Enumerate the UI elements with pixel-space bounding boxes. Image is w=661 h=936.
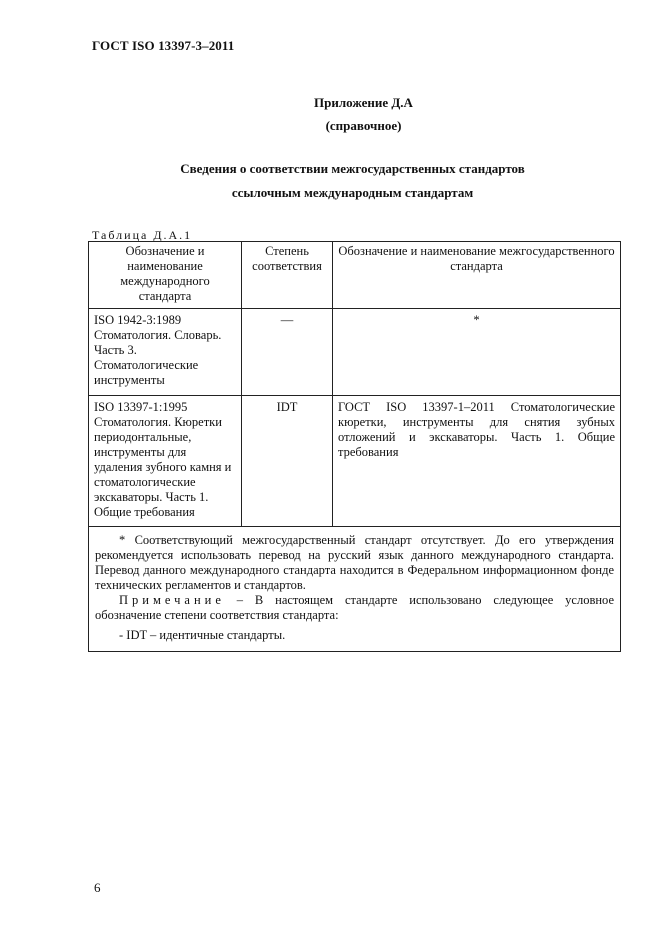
correspondence-table xyxy=(88,241,621,652)
footnote-note xyxy=(95,593,614,623)
appendix-heading-line1: Сведения о соответствии межгосударственных стандартов xyxy=(180,161,525,176)
table-row xyxy=(89,309,621,396)
cell-international-standard: ISO 13397-1:1995 Стоматология. Кюретки периодонтальные, инструменты для удаления зубного камня и стоматологические экскаваторы. Часть 1. Общие требования xyxy=(89,396,242,527)
column-header-international: Обозначение и наименование международного стандарта xyxy=(89,242,242,309)
cell-national-standard: * xyxy=(333,309,621,396)
appendix-title: Приложение Д.А xyxy=(314,95,413,110)
footnote-idt-item: - IDT – идентичные стандарты. xyxy=(119,628,286,642)
footnote-star-note: * Соответствующий межгосударственный стандарт отсутствует. До его утверждения рекомендуется использовать перевод на русский язык данного международного стандарта. Перевод данного международного стандарта находится в Федеральном информационном фонде технических регламентов и стандартов. xyxy=(95,533,614,592)
cell-degree: IDT xyxy=(242,396,333,527)
table-caption: Таблица Д.А.1 xyxy=(92,228,193,242)
appendix-heading-line2: ссылочным международным стандартам xyxy=(231,185,474,200)
table-row xyxy=(89,396,621,527)
note-text: – В настоящем стандарте использовано следующее условное обозначение степени соответствия стандарта: xyxy=(95,593,614,622)
column-header-degree: Степень соответствия xyxy=(242,242,333,309)
page-number: 6 xyxy=(94,880,101,895)
cell-degree: — xyxy=(242,309,333,396)
document-code: ГОСТ ISO 13397-3–2011 xyxy=(92,38,235,53)
note-label: Примечание xyxy=(119,593,225,607)
cell-national-standard: ГОСТ ISO 13397-1–2011 Стоматологические кюретки, инструменты для снятия зубных отложений и экскаваторы. Часть 1. Общие требования xyxy=(333,396,621,527)
appendix-type: (справочное) xyxy=(325,118,402,133)
table-footnote xyxy=(89,527,621,652)
table-header-row xyxy=(89,242,621,309)
cell-international-standard: ISO 1942-3:1989 Стоматология. Словарь. Часть 3. Стоматологические инструменты xyxy=(89,309,242,396)
column-header-national: Обозначение и наименование межгосударственного стандарта xyxy=(333,242,621,309)
table-footnote-row xyxy=(89,527,621,652)
